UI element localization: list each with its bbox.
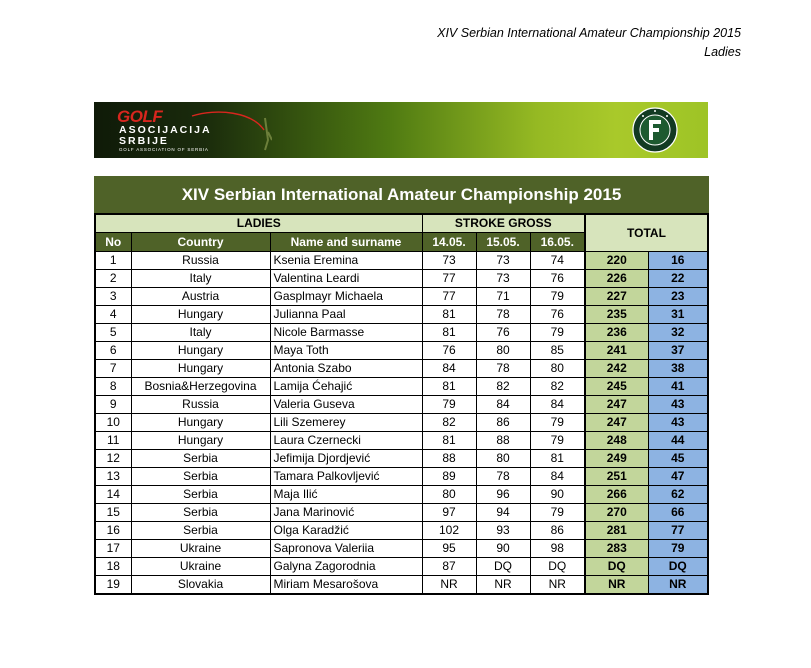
cell-country: Serbia — [131, 504, 270, 522]
cell-over-par: 44 — [648, 432, 708, 450]
cell-total: 235 — [585, 306, 648, 324]
cell-total: 226 — [585, 270, 648, 288]
table-title: XIV Serbian International Amateur Championship 2015 — [94, 176, 709, 213]
cell-day3: 81 — [530, 450, 585, 468]
cell-name: Laura Czernecki — [270, 432, 422, 450]
table-row — [95, 522, 708, 540]
cell-name: Valeria Guseva — [270, 396, 422, 414]
cell-over-par: 43 — [648, 396, 708, 414]
cell-day1: 82 — [422, 414, 476, 432]
cell-day1: 73 — [422, 252, 476, 270]
cell-country: Hungary — [131, 432, 270, 450]
cell-over-par: 45 — [648, 450, 708, 468]
cell-country: Italy — [131, 324, 270, 342]
group-ladies: LADIES — [95, 214, 422, 233]
cell-total: NR — [585, 576, 648, 595]
cell-total: 248 — [585, 432, 648, 450]
cell-day2: 86 — [476, 414, 530, 432]
table-row — [95, 576, 708, 595]
table-row — [95, 360, 708, 378]
cell-name: Jana Marinović — [270, 504, 422, 522]
cell-day1: 84 — [422, 360, 476, 378]
cell-over-par: 37 — [648, 342, 708, 360]
cell-day1: 95 — [422, 540, 476, 558]
cell-name: Maya Toth — [270, 342, 422, 360]
cell-day3: 82 — [530, 378, 585, 396]
cell-total: 283 — [585, 540, 648, 558]
cell-day2: 78 — [476, 306, 530, 324]
golf-federation-emblem-icon — [632, 107, 678, 153]
col-name: Name and surname — [270, 233, 422, 252]
cell-day3: DQ — [530, 558, 585, 576]
cell-over-par: 38 — [648, 360, 708, 378]
cell-over-par: 31 — [648, 306, 708, 324]
cell-total: 249 — [585, 450, 648, 468]
cell-total: 247 — [585, 414, 648, 432]
cell-day2: 82 — [476, 378, 530, 396]
cell-no: 12 — [95, 450, 131, 468]
cell-day1: 81 — [422, 306, 476, 324]
cell-no: 19 — [95, 576, 131, 595]
cell-country: Serbia — [131, 486, 270, 504]
cell-day2: 71 — [476, 288, 530, 306]
cell-no: 13 — [95, 468, 131, 486]
cell-day3: 79 — [530, 414, 585, 432]
cell-no: 5 — [95, 324, 131, 342]
table-row — [95, 306, 708, 324]
cell-no: 15 — [95, 504, 131, 522]
cell-name: Tamara Palkovljević — [270, 468, 422, 486]
cell-country: Slovakia — [131, 576, 270, 595]
cell-day2: NR — [476, 576, 530, 595]
table-row — [95, 414, 708, 432]
cell-day2: DQ — [476, 558, 530, 576]
cell-day1: 81 — [422, 378, 476, 396]
cell-country: Hungary — [131, 306, 270, 324]
cell-day1: NR — [422, 576, 476, 595]
cell-name: Sapronova Valeriia — [270, 540, 422, 558]
cell-name: Maja Ilić — [270, 486, 422, 504]
cell-total: 245 — [585, 378, 648, 396]
cell-day2: 94 — [476, 504, 530, 522]
cell-country: Hungary — [131, 360, 270, 378]
cell-total: 220 — [585, 252, 648, 270]
cell-total: 227 — [585, 288, 648, 306]
logo-line3: GOLF ASSOCIATION OF SERBIA — [119, 147, 209, 152]
table-row — [95, 558, 708, 576]
group-stroke-gross: STROKE GROSS — [422, 214, 585, 233]
cell-no: 8 — [95, 378, 131, 396]
cell-day2: 78 — [476, 468, 530, 486]
cell-day2: 73 — [476, 252, 530, 270]
cell-over-par: 22 — [648, 270, 708, 288]
cell-day1: 77 — [422, 288, 476, 306]
cell-day3: 76 — [530, 270, 585, 288]
cell-day1: 81 — [422, 432, 476, 450]
cell-no: 17 — [95, 540, 131, 558]
cell-no: 11 — [95, 432, 131, 450]
banner — [94, 102, 708, 158]
cell-day2: 88 — [476, 432, 530, 450]
cell-day3: 79 — [530, 324, 585, 342]
table-row — [95, 288, 708, 306]
cell-day3: 90 — [530, 486, 585, 504]
table-row — [95, 324, 708, 342]
cell-no: 14 — [95, 486, 131, 504]
cell-no: 9 — [95, 396, 131, 414]
cell-day3: 76 — [530, 306, 585, 324]
cell-day2: 90 — [476, 540, 530, 558]
cell-day1: 77 — [422, 270, 476, 288]
cell-name: Antonia Szabo — [270, 360, 422, 378]
cell-over-par: 62 — [648, 486, 708, 504]
logo-golf-text: GOLF — [117, 107, 163, 126]
cell-day3: 84 — [530, 468, 585, 486]
cell-over-par: NR — [648, 576, 708, 595]
group-total: TOTAL — [585, 214, 708, 252]
cell-name: Julianna Paal — [270, 306, 422, 324]
cell-total: 266 — [585, 486, 648, 504]
cell-over-par: 77 — [648, 522, 708, 540]
cell-no: 10 — [95, 414, 131, 432]
cell-over-par: DQ — [648, 558, 708, 576]
cell-day1: 97 — [422, 504, 476, 522]
cell-over-par: 41 — [648, 378, 708, 396]
table-row — [95, 396, 708, 414]
cell-day3: 85 — [530, 342, 585, 360]
cell-over-par: 66 — [648, 504, 708, 522]
cell-no: 18 — [95, 558, 131, 576]
cell-over-par: 16 — [648, 252, 708, 270]
table-row — [95, 378, 708, 396]
cell-country: Austria — [131, 288, 270, 306]
cell-day1: 88 — [422, 450, 476, 468]
cell-name: Nicole Barmasse — [270, 324, 422, 342]
cell-total: 251 — [585, 468, 648, 486]
cell-day1: 79 — [422, 396, 476, 414]
cell-total: 242 — [585, 360, 648, 378]
cell-country: Serbia — [131, 522, 270, 540]
cell-day2: 93 — [476, 522, 530, 540]
cell-over-par: 23 — [648, 288, 708, 306]
cell-country: Bosnia&Herzegovina — [131, 378, 270, 396]
cell-total: 241 — [585, 342, 648, 360]
cell-country: Serbia — [131, 450, 270, 468]
cell-day3: 84 — [530, 396, 585, 414]
cell-name: Ksenia Eremina — [270, 252, 422, 270]
cell-name: Lamija Ćehajić — [270, 378, 422, 396]
cell-day3: 86 — [530, 522, 585, 540]
table-row — [95, 270, 708, 288]
cell-day1: 102 — [422, 522, 476, 540]
cell-day2: 96 — [476, 486, 530, 504]
cell-total: 270 — [585, 504, 648, 522]
cell-name: Jefimija Djordjević — [270, 450, 422, 468]
cell-day3: 98 — [530, 540, 585, 558]
cell-name: Gasplmayr Michaela — [270, 288, 422, 306]
cell-country: Ukraine — [131, 540, 270, 558]
cell-day2: 78 — [476, 360, 530, 378]
cell-country: Russia — [131, 252, 270, 270]
cell-day2: 73 — [476, 270, 530, 288]
col-day3: 16.05. — [530, 233, 585, 252]
cell-country: Italy — [131, 270, 270, 288]
cell-total: 247 — [585, 396, 648, 414]
header-title: XIV Serbian International Amateur Championship 2015 — [437, 26, 741, 40]
col-day2: 15.05. — [476, 233, 530, 252]
cell-name: Valentina Leardi — [270, 270, 422, 288]
header-subtitle: Ladies — [704, 45, 741, 59]
cell-no: 3 — [95, 288, 131, 306]
results-table — [94, 213, 709, 595]
cell-day3: 79 — [530, 432, 585, 450]
cell-country: Russia — [131, 396, 270, 414]
cell-over-par: 43 — [648, 414, 708, 432]
cell-day1: 76 — [422, 342, 476, 360]
logo-line1: ASOCIJACIJA — [119, 124, 212, 136]
cell-name: Miriam Mesarošova — [270, 576, 422, 595]
cell-no: 4 — [95, 306, 131, 324]
cell-day2: 80 — [476, 342, 530, 360]
cell-no: 6 — [95, 342, 131, 360]
cell-over-par: 79 — [648, 540, 708, 558]
table-row — [95, 468, 708, 486]
golf-association-logo — [117, 107, 262, 153]
header-row-groups — [95, 214, 708, 233]
cell-day1: 80 — [422, 486, 476, 504]
cell-over-par: 47 — [648, 468, 708, 486]
cell-name: Galyna Zagorodnia — [270, 558, 422, 576]
table-row — [95, 252, 708, 270]
col-country: Country — [131, 233, 270, 252]
cell-no: 2 — [95, 270, 131, 288]
table-row — [95, 504, 708, 522]
cell-name: Olga Karadžić — [270, 522, 422, 540]
cell-day1: 89 — [422, 468, 476, 486]
cell-day3: 79 — [530, 288, 585, 306]
cell-day2: 76 — [476, 324, 530, 342]
cell-over-par: 32 — [648, 324, 708, 342]
cell-country: Ukraine — [131, 558, 270, 576]
cell-day3: 79 — [530, 504, 585, 522]
cell-name: Lili Szemerey — [270, 414, 422, 432]
cell-day3: 74 — [530, 252, 585, 270]
table-row — [95, 342, 708, 360]
cell-no: 7 — [95, 360, 131, 378]
cell-country: Hungary — [131, 414, 270, 432]
table-row — [95, 540, 708, 558]
table-row — [95, 432, 708, 450]
logo-line2: SRBIJE — [119, 135, 169, 147]
cell-day1: 81 — [422, 324, 476, 342]
cell-day2: 84 — [476, 396, 530, 414]
cell-day2: 80 — [476, 450, 530, 468]
cell-total: 281 — [585, 522, 648, 540]
col-no: No — [95, 233, 131, 252]
cell-no: 16 — [95, 522, 131, 540]
cell-total: 236 — [585, 324, 648, 342]
table-row — [95, 450, 708, 468]
cell-day3: 80 — [530, 360, 585, 378]
cell-country: Serbia — [131, 468, 270, 486]
cell-total: DQ — [585, 558, 648, 576]
cell-day3: NR — [530, 576, 585, 595]
cell-day1: 87 — [422, 558, 476, 576]
col-day1: 14.05. — [422, 233, 476, 252]
table-row — [95, 486, 708, 504]
cell-country: Hungary — [131, 342, 270, 360]
cell-no: 1 — [95, 252, 131, 270]
